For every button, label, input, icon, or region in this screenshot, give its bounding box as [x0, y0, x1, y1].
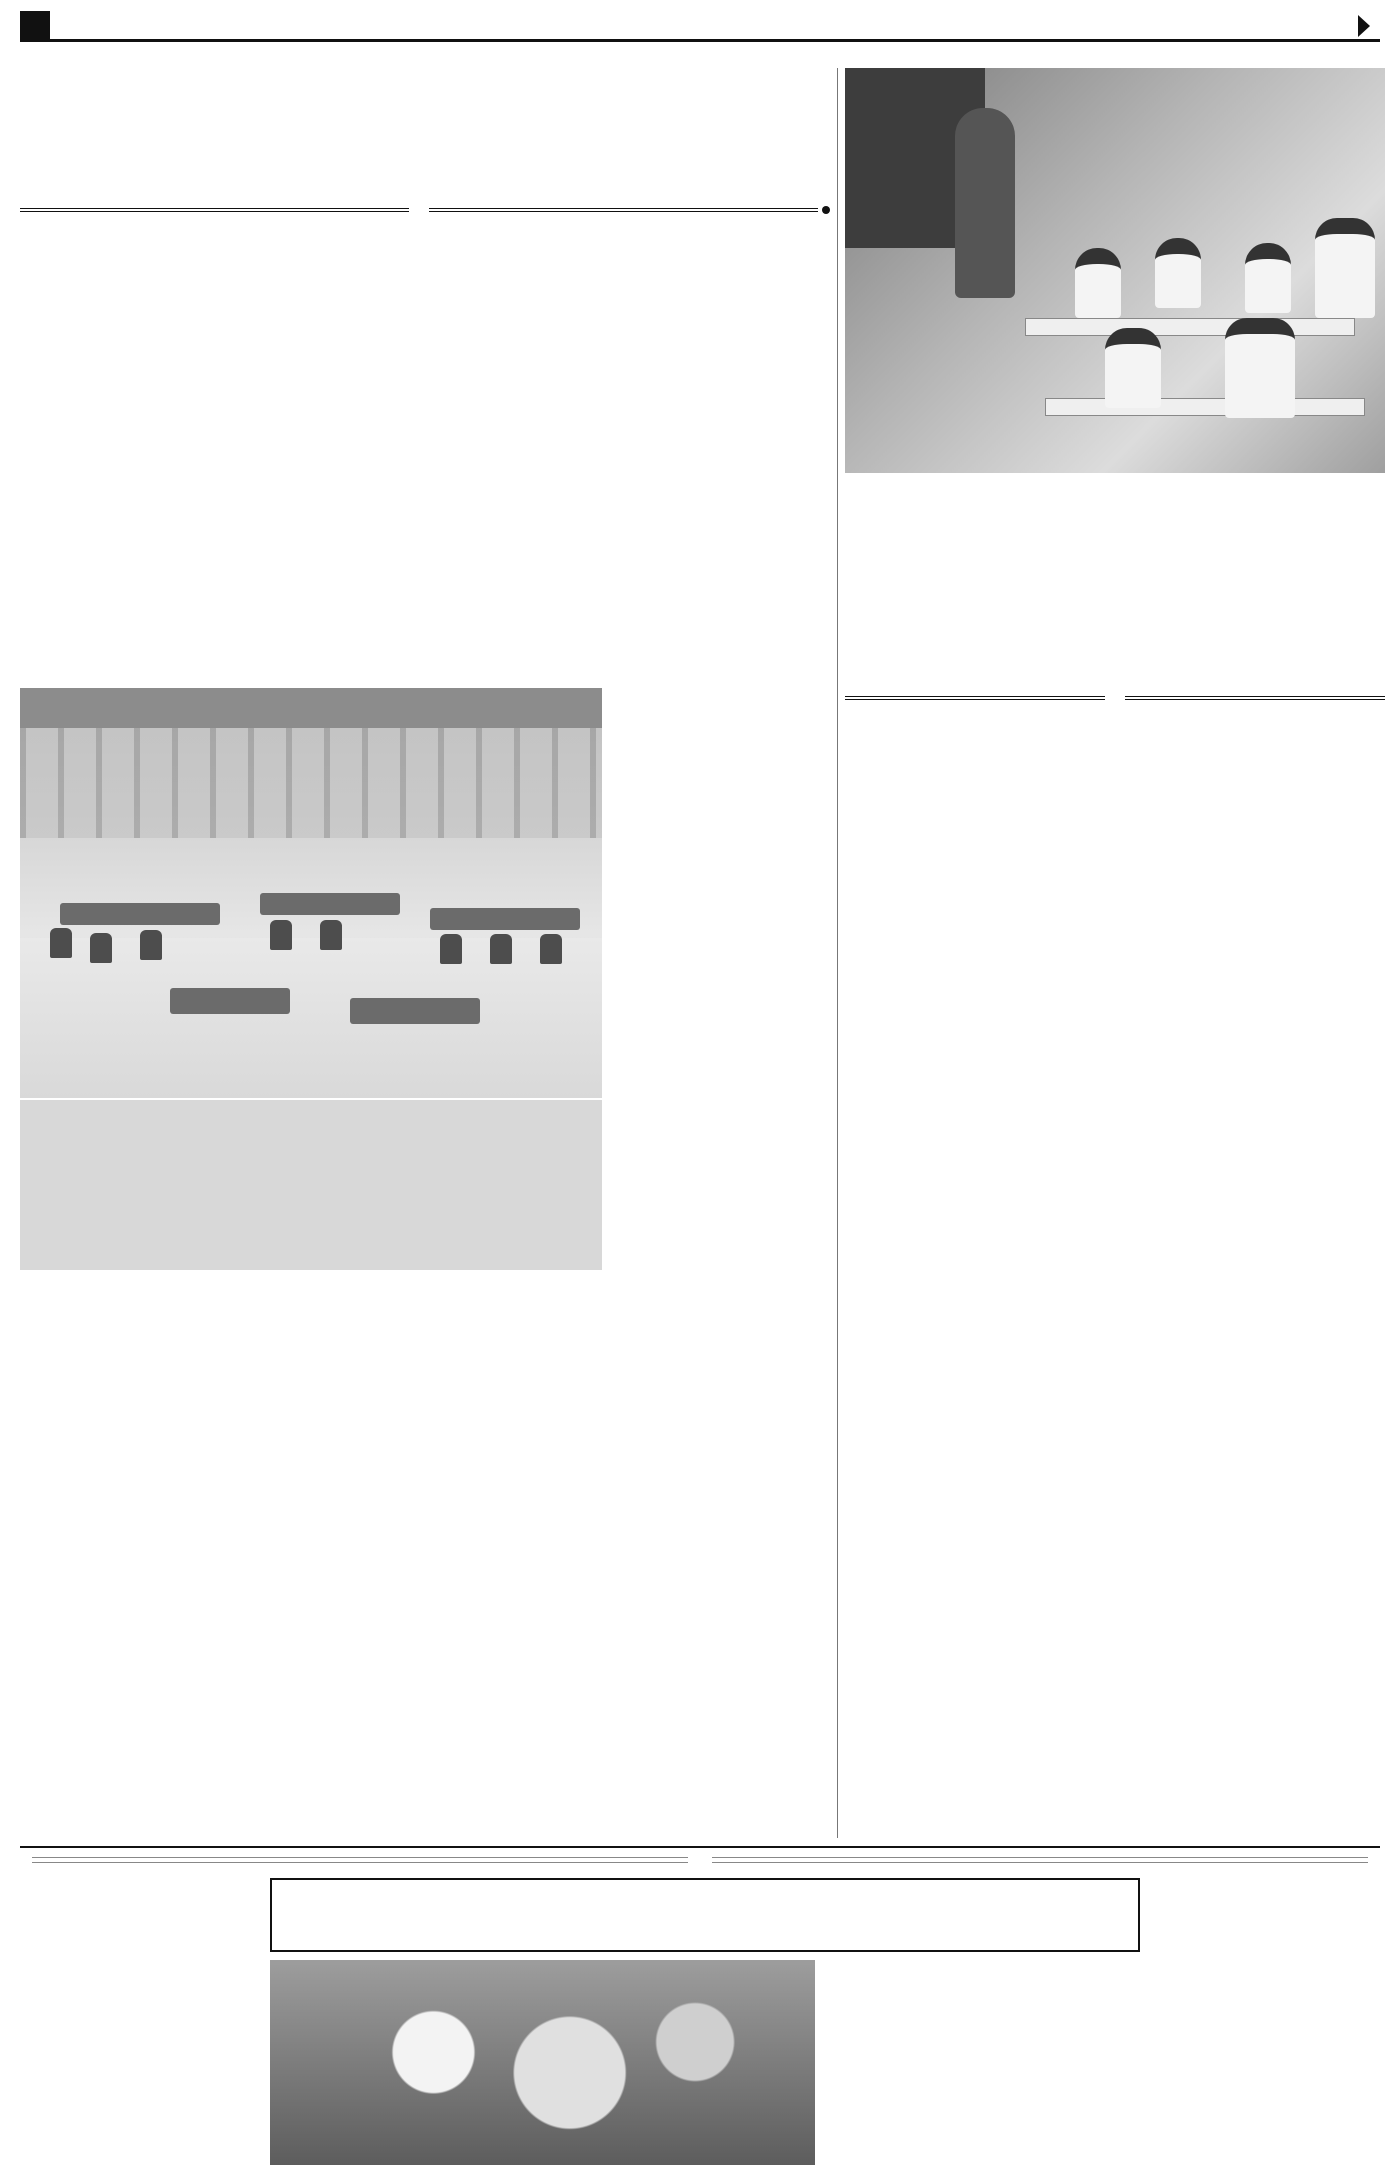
byline-rule-right [1125, 696, 1385, 700]
photo-desk [1045, 398, 1365, 416]
photo-chair [50, 928, 72, 958]
photo-chair [270, 920, 292, 950]
photo-chair [90, 933, 112, 963]
band-rule-left [32, 1857, 688, 1863]
photo-student [1225, 318, 1295, 418]
lead-body-side [614, 688, 830, 1270]
health-body-right [1150, 1880, 1380, 2165]
photo-chair [320, 920, 342, 950]
classroom-photo [845, 68, 1385, 473]
masthead [20, 12, 1380, 42]
pull-quote [20, 1100, 602, 1270]
photo-chair [540, 934, 562, 964]
photo-student [1245, 243, 1291, 313]
photo-table [260, 893, 400, 915]
photo-chair [440, 934, 462, 964]
health-body-left [20, 1880, 260, 2165]
byline-rule-left [845, 696, 1105, 700]
photo-ceiling [20, 688, 602, 728]
food-photo [270, 1960, 815, 2165]
photo-desk [1025, 318, 1355, 336]
lead-byline [20, 200, 830, 220]
byline-rule-right [429, 208, 818, 212]
column-divider [837, 68, 838, 1838]
section-marker-icon [1358, 15, 1380, 37]
health-band [20, 1846, 1380, 1872]
page-number [20, 11, 50, 41]
health-headline[interactable] [270, 1878, 1140, 1952]
photo-table [430, 908, 580, 930]
byline-rule-left [20, 208, 409, 212]
photo-table [60, 903, 220, 925]
photo-student [1155, 238, 1201, 308]
education-body [845, 716, 1385, 1836]
lead-body-top [20, 230, 830, 685]
photo-student [1315, 218, 1375, 318]
band-rule-right [712, 1857, 1368, 1863]
photo-student [1105, 328, 1161, 408]
meeting-photo [20, 688, 602, 1098]
photo-chair [140, 930, 162, 960]
byline-dot-icon [822, 206, 830, 214]
lead-body-bottom [20, 1280, 830, 1835]
photo-student [1075, 248, 1121, 318]
health-body-middle [825, 1960, 1140, 2165]
photo-chair [490, 934, 512, 964]
photo-table [350, 998, 480, 1024]
education-byline [845, 688, 1385, 708]
photo-table [170, 988, 290, 1014]
photo-teacher [955, 108, 1015, 298]
